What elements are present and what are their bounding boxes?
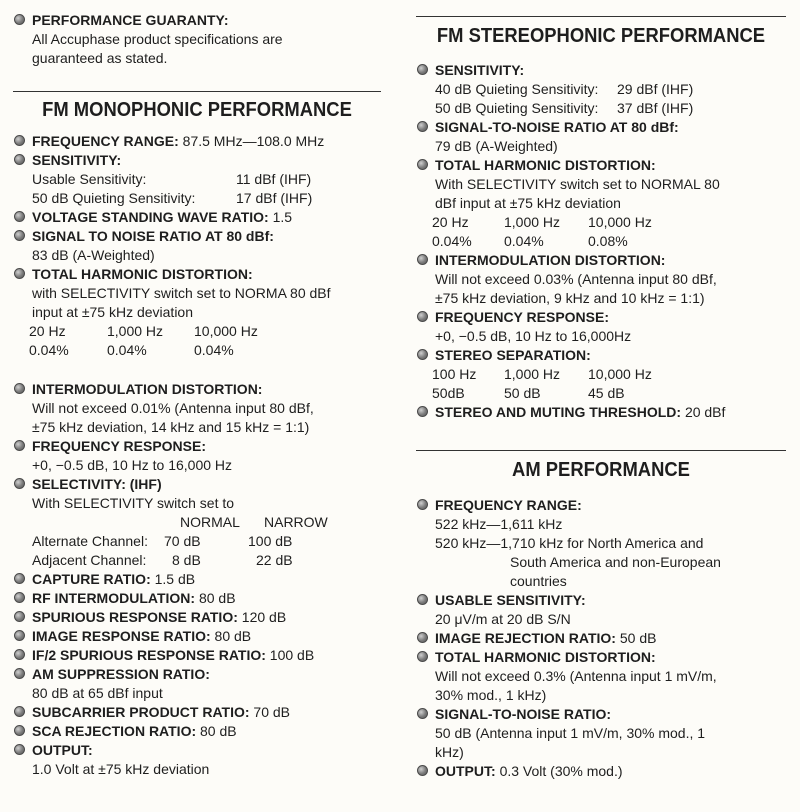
thd-freq: 10,000 Hz xyxy=(194,323,258,339)
spec-text: All Accuphase product specifications are xyxy=(32,31,283,47)
spec-row-value: 17 dBf (IHF) xyxy=(236,190,313,206)
section-header-fm-stereo xyxy=(416,16,786,47)
section-title: AM PERFORMANCE xyxy=(512,459,690,481)
bullet-icon xyxy=(14,630,25,641)
spec-value: 80 dB xyxy=(198,590,236,606)
spec-stereo-frequency-response xyxy=(416,308,790,346)
spec-text: Will not exceed 0.03% (Antenna input 80 dBf, xyxy=(435,271,717,287)
spec-label: IMAGE REJECTION RATIO: xyxy=(435,630,616,646)
separation-freq: 10,000 Hz xyxy=(588,366,652,382)
thd-value: 0.04% xyxy=(432,233,472,249)
bullet-icon xyxy=(14,154,25,165)
thd-value: 0.08% xyxy=(588,233,628,249)
spec-text: ±75 kHz deviation, 14 kHz and 15 kHz = 1:1) xyxy=(32,419,310,435)
bullet-icon xyxy=(417,159,428,170)
spec-row-name: 50 dB Quieting Sensitivity: xyxy=(435,100,599,116)
bullet-icon xyxy=(417,708,428,719)
bullet-icon xyxy=(417,651,428,662)
spec-value: 20 dBf xyxy=(684,404,726,420)
bullet-icon xyxy=(417,499,428,510)
spec-text: guaranteed as stated. xyxy=(32,50,168,66)
spec-stereo-separation xyxy=(416,346,790,403)
section-header-fm-mono xyxy=(13,91,381,121)
spec-label: SIGNAL-TO-NOISE RATIO AT 80 dBf: xyxy=(435,119,679,135)
spec-label: IMAGE RESPONSE RATIO: xyxy=(32,628,211,644)
spec-label: SELECTIVITY: (IHF) xyxy=(32,476,162,492)
thd-freq: 20 Hz xyxy=(29,323,66,339)
spec-capture-ratio xyxy=(13,570,385,589)
bullet-icon xyxy=(14,611,25,622)
spec-text: input at ±75 kHz deviation xyxy=(32,304,193,320)
spec-value: 1.0 Volt at ±75 kHz deviation xyxy=(32,761,210,777)
spec-stereo-signal-to-noise xyxy=(416,118,790,156)
spec-row-value: 37 dBf (IHF) xyxy=(617,100,694,116)
spec-label: OUTPUT: xyxy=(32,742,93,758)
spec-row-name: Usable Sensitivity: xyxy=(32,171,147,187)
bullet-icon xyxy=(14,211,25,222)
spec-row-value: 29 dBf (IHF) xyxy=(617,81,694,97)
spec-am-suppression xyxy=(13,665,385,703)
selectivity-row-name: Alternate Channel: xyxy=(32,533,148,549)
selectivity-header: NARROW xyxy=(264,514,328,530)
spec-am-image-rejection xyxy=(416,629,790,648)
spec-label: SIGNAL-TO-NOISE RATIO: xyxy=(435,706,612,722)
spec-selectivity xyxy=(13,475,385,570)
bullet-icon xyxy=(417,121,428,132)
spec-value: +0, −0.5 dB, 10 Hz to 16,000Hz xyxy=(435,328,632,344)
selectivity-row-name: Adjacent Channel: xyxy=(32,552,147,568)
spec-performance-guaranty xyxy=(13,11,385,68)
spec-value: 87.5 MHz—108.0 MHz xyxy=(182,133,325,149)
thd-freq: 10,000 Hz xyxy=(588,214,652,230)
selectivity-header: NORMAL xyxy=(180,514,240,530)
bullet-icon xyxy=(14,478,25,489)
spec-label: RF INTERMODULATION: xyxy=(32,590,196,606)
bullet-icon xyxy=(14,744,25,755)
separation-value: 45 dB xyxy=(588,385,625,401)
thd-value: 0.04% xyxy=(194,342,234,358)
spec-value: 1.5 dB xyxy=(154,571,196,587)
spec-label: SUBCARRIER PRODUCT RATIO: xyxy=(32,704,250,720)
bullet-icon xyxy=(14,668,25,679)
spec-value: +0, −0.5 dB, 10 Hz to 16,000 Hz xyxy=(32,457,233,473)
spec-label: SENSITIVITY: xyxy=(32,152,122,168)
spec-label: INTERMODULATION DISTORTION: xyxy=(32,381,263,397)
separation-freq: 100 Hz xyxy=(432,366,477,382)
spec-text: countries xyxy=(510,573,567,589)
left-column xyxy=(13,0,385,779)
spec-value: 120 dB xyxy=(241,609,287,625)
bullet-icon xyxy=(14,383,25,394)
separation-freq: 1,000 Hz xyxy=(504,366,561,382)
section-title: FM STEREOPHONIC PERFORMANCE xyxy=(436,25,766,47)
spec-value: 0.3 Volt (30% mod.) xyxy=(499,763,623,779)
spec-sca-rejection xyxy=(13,722,385,741)
bullet-icon xyxy=(417,594,428,605)
spec-label: CAPTURE RATIO: xyxy=(32,571,151,587)
spec-stereo-sensitivity xyxy=(416,61,790,118)
thd-value: 0.04% xyxy=(29,342,69,358)
spec-label: SIGNAL TO NOISE RATIO AT 80 dBf: xyxy=(32,228,274,244)
spec-text: 30% mod., 1 kHz) xyxy=(435,687,547,703)
spec-am-output xyxy=(416,762,790,781)
spec-value: 79 dB (A-Weighted) xyxy=(435,138,558,154)
spec-value: 50 dB xyxy=(619,630,657,646)
spec-label: SCA REJECTION RATIO: xyxy=(32,723,197,739)
spec-stereo-muting-threshold xyxy=(416,403,790,422)
spec-value: 20 μV/m at 20 dB S/N xyxy=(435,611,571,627)
spec-text: ±75 kHz deviation, 9 kHz and 10 kHz = 1:1) xyxy=(435,290,705,306)
spec-image-response xyxy=(13,627,385,646)
bullet-icon xyxy=(417,311,428,322)
bullet-icon xyxy=(14,725,25,736)
spec-text: Will not exceed 0.3% (Antenna input 1 mV/m, xyxy=(435,668,717,684)
bullet-icon xyxy=(14,230,25,241)
selectivity-normal: 70 dB xyxy=(164,533,201,549)
spec-text: With SELECTIVITY switch set to xyxy=(32,495,235,511)
thd-freq: 20 Hz xyxy=(432,214,469,230)
spec-signal-to-noise xyxy=(13,227,385,265)
spec-am-usable-sensitivity xyxy=(416,591,790,629)
spec-total-harmonic-distortion xyxy=(13,265,385,360)
thd-freq: 1,000 Hz xyxy=(107,323,164,339)
spec-label: FREQUENCY RESPONSE: xyxy=(435,309,609,325)
spec-vswr xyxy=(13,208,385,227)
bullet-icon xyxy=(14,440,25,451)
spec-sensitivity xyxy=(13,151,385,208)
spec-spurious-response xyxy=(13,608,385,627)
bullet-icon xyxy=(417,349,428,360)
bullet-icon xyxy=(417,765,428,776)
spec-subcarrier-product xyxy=(13,703,385,722)
spec-output xyxy=(13,741,385,779)
bullet-icon xyxy=(14,649,25,660)
spec-text: South America and non-European xyxy=(510,554,721,570)
spec-text: Will not exceed 0.01% (Antenna input 80 dBf, xyxy=(32,400,314,416)
spec-value: 83 dB (A-Weighted) xyxy=(32,247,155,263)
separation-value: 50dB xyxy=(432,385,465,401)
bullet-icon xyxy=(14,592,25,603)
spec-if-spurious-response xyxy=(13,646,385,665)
selectivity-narrow: 100 dB xyxy=(248,533,293,549)
spec-value: 80 dB xyxy=(214,628,252,644)
spec-text: dBf input at ±75 kHz deviation xyxy=(435,195,621,211)
spec-label: AM SUPPRESSION RATIO: xyxy=(32,666,210,682)
spec-label: SPURIOUS RESPONSE RATIO: xyxy=(32,609,238,625)
spec-label: FREQUENCY RANGE: xyxy=(32,133,179,149)
bullet-icon xyxy=(417,64,428,75)
spec-value: 1.5 xyxy=(272,209,293,225)
spec-label: TOTAL HARMONIC DISTORTION: xyxy=(32,266,253,282)
bullet-icon xyxy=(14,706,25,717)
selectivity-narrow: 22 dB xyxy=(256,552,293,568)
spec-label: OUTPUT: xyxy=(435,763,496,779)
selectivity-normal: 8 dB xyxy=(172,552,201,568)
thd-freq: 1,000 Hz xyxy=(504,214,561,230)
spec-label: PERFORMANCE GUARANTY: xyxy=(32,12,229,28)
spec-rf-intermodulation xyxy=(13,589,385,608)
spec-text: 522 kHz—1,611 kHz xyxy=(435,516,563,532)
spec-label: TOTAL HARMONIC DISTORTION: xyxy=(435,157,656,173)
spec-label: TOTAL HARMONIC DISTORTION: xyxy=(435,649,656,665)
right-column xyxy=(416,0,790,781)
spec-label: SENSITIVITY: xyxy=(435,62,525,78)
spec-row-value: 11 dBf (IHF) xyxy=(236,171,312,187)
spec-label: STEREO SEPARATION: xyxy=(435,347,591,363)
thd-value: 0.04% xyxy=(107,342,147,358)
spec-am-frequency-range xyxy=(416,496,790,591)
spec-am-signal-to-noise xyxy=(416,705,790,762)
separation-value: 50 dB xyxy=(504,385,541,401)
spec-label: VOLTAGE STANDING WAVE RATIO: xyxy=(32,209,269,225)
spec-label: STEREO AND MUTING THRESHOLD: xyxy=(435,404,682,420)
bullet-icon xyxy=(14,268,25,279)
spec-label: INTERMODULATION DISTORTION: xyxy=(435,252,666,268)
spec-text: with SELECTIVITY switch set to NORMA 80 dBf xyxy=(32,285,331,301)
bullet-icon xyxy=(14,14,25,25)
spec-text: 50 dB (Antenna input 1 mV/m, 30% mod., 1 xyxy=(435,725,706,741)
spec-value: 100 dB xyxy=(269,647,315,663)
spec-label: FREQUENCY RESPONSE: xyxy=(32,438,206,454)
spec-stereo-thd xyxy=(416,156,790,251)
spec-value: 80 dB xyxy=(200,723,237,739)
spec-label: IF/2 SPURIOUS RESPONSE RATIO: xyxy=(32,647,266,663)
spec-value: 70 dB xyxy=(253,704,290,720)
spec-label: FREQUENCY RANGE: xyxy=(435,497,582,513)
bullet-icon xyxy=(417,406,428,417)
bullet-icon xyxy=(14,135,25,146)
section-header-am xyxy=(416,450,786,481)
spec-row-name: 50 dB Quieting Sensitivity: xyxy=(32,190,196,206)
spec-stereo-imd xyxy=(416,251,790,308)
bullet-icon xyxy=(14,573,25,584)
spec-value: 80 dB at 65 dBf input xyxy=(32,685,163,701)
spec-row-name: 40 dB Quieting Sensitivity: xyxy=(435,81,599,97)
thd-value: 0.04% xyxy=(504,233,544,249)
spec-am-thd xyxy=(416,648,790,705)
spec-text: 520 kHz—1,710 kHz for North America and xyxy=(435,535,704,551)
spec-frequency-response xyxy=(13,437,385,475)
spec-label: USABLE SENSITIVITY: xyxy=(435,592,586,608)
spec-frequency-range xyxy=(13,132,385,151)
bullet-icon xyxy=(417,632,428,643)
spec-intermodulation-distortion xyxy=(13,380,385,437)
spec-text: kHz) xyxy=(435,744,464,760)
spec-text: With SELECTIVITY switch set to NORMAL 80 xyxy=(435,176,720,192)
bullet-icon xyxy=(417,254,428,265)
section-title: FM MONOPHONIC PERFORMANCE xyxy=(42,99,352,121)
